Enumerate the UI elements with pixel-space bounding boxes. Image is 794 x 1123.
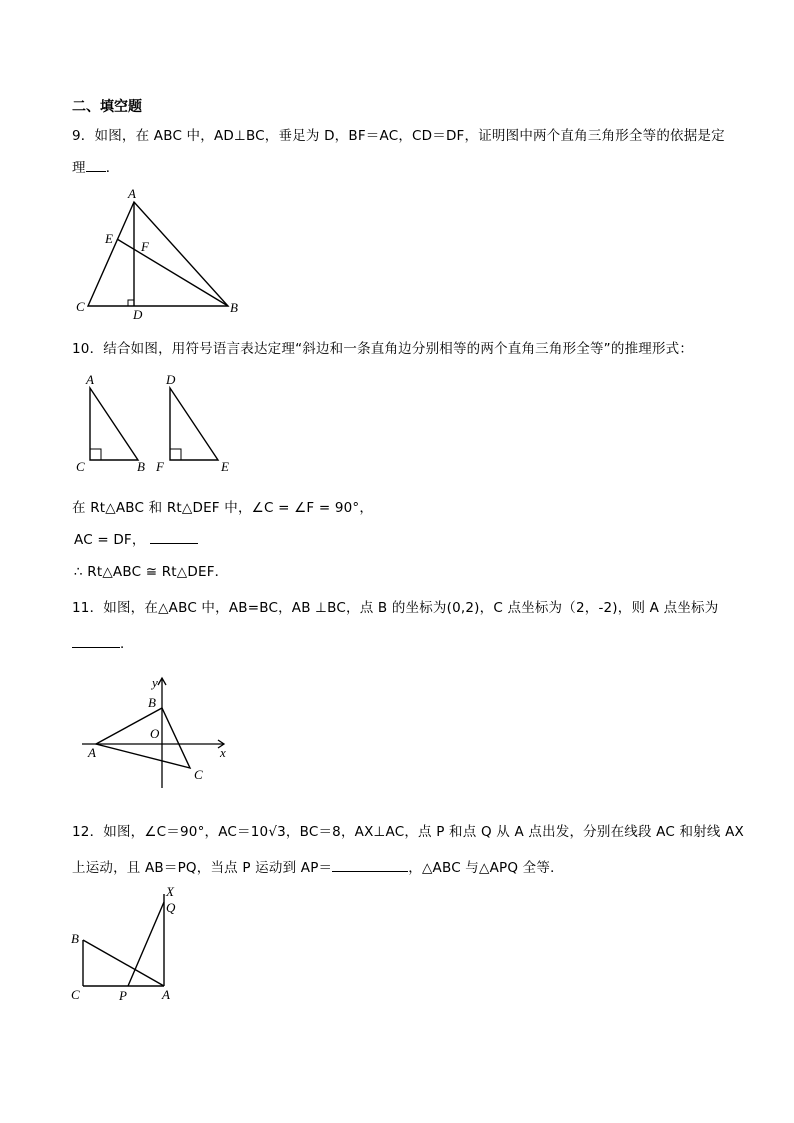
q11-label-a: A [88, 745, 96, 760]
q12-segment-pq [128, 902, 164, 986]
q9-triangle-abc [88, 202, 228, 306]
q12-label-p: P [119, 988, 127, 1003]
q9-label-a: A [128, 186, 136, 201]
q11-line2-end: ． [120, 636, 134, 652]
q10-statement-2 [74, 528, 198, 548]
q9-label-b: B [230, 300, 238, 315]
q9-figure [70, 182, 260, 322]
q9-line2-end: ． [105, 160, 120, 176]
q12-label-b: B [71, 931, 79, 946]
q12-label-a: A [162, 987, 170, 1002]
q12-label-c: C [71, 987, 80, 1002]
q10-statement-2-text: AC = DF， [74, 532, 146, 548]
q9-label-e: E [105, 231, 113, 246]
q9-right-angle-mark [128, 300, 134, 306]
q10-label-f: F [156, 459, 164, 474]
q11-text-line2 [72, 632, 134, 652]
q10-label-c: C [76, 459, 85, 474]
q12-line2-start: 上运动，且 AB＝PQ，当点 P 运动到 AP＝ [72, 860, 333, 876]
q9-label-f: F [141, 239, 149, 254]
q11-text-line1: 11．如图，在△ABC 中，AB=BC，AB ⊥BC，点 B 的坐标为(0,2)，C 点坐标为（2，-2)，则 A 点坐标为 [72, 600, 719, 616]
q11-label-o: O [150, 726, 160, 741]
q10-statement-3: ∴ Rt△ABC ≅ Rt△DEF． [74, 564, 229, 580]
q11-label-y: y [152, 675, 158, 690]
q10-label-d: D [166, 372, 176, 387]
q12-figure [68, 880, 198, 1010]
section-title: 二、填空题 [72, 99, 142, 115]
q12-text-line2 [72, 856, 564, 876]
q12-segment-ba [83, 940, 164, 986]
q12-line2-end: ，△ABC 与△APQ 全等． [408, 860, 564, 876]
q11-label-c: C [194, 767, 203, 782]
q10-right-angle-c [90, 449, 101, 460]
q9-text-line2 [72, 156, 119, 176]
q9-label-c: C [76, 299, 85, 314]
q11-answer-blank[interactable] [72, 635, 120, 648]
q10-answer-blank[interactable] [150, 531, 198, 544]
q10-figure [72, 368, 252, 478]
q9-label-d: D [133, 307, 143, 322]
q9-answer-blank[interactable] [86, 159, 106, 172]
q10-right-angle-f [170, 449, 181, 460]
q12-label-q: Q [166, 900, 176, 915]
q12-label-x: X [166, 884, 174, 899]
q12-answer-blank[interactable] [332, 859, 408, 872]
q11-triangle-abc [96, 708, 190, 768]
q10-label-b: B [137, 459, 145, 474]
q9-text-line1: 9．如图，在 ABC 中，AD⊥BC，垂足为 D，BF＝AC，CD＝DF，证明图中两个直角三角形全等的依据是定 [72, 128, 725, 144]
q11-figure [78, 672, 248, 792]
q11-label-x: x [220, 745, 226, 760]
q11-label-b: B [148, 695, 156, 710]
q10-label-e: E [221, 459, 229, 474]
q12-text-line1: 12．如图，∠C＝90°，AC＝10√3，BC＝8，AX⊥AC，点 P 和点 Q 从 A 点出发，分别在线段 AC 和射线 AX [72, 824, 744, 840]
q9-line2-start: 理 [72, 160, 86, 176]
q10-text-line1: 10．结合如图，用符号语言表达定理“斜边和一条直角边分别相等的两个直角三角形全等”的推理形式： [72, 341, 694, 357]
q10-statement-1: 在 Rt△ABC 和 Rt△DEF 中，∠C = ∠F = 90°， [72, 500, 374, 516]
q10-label-a: A [86, 372, 94, 387]
